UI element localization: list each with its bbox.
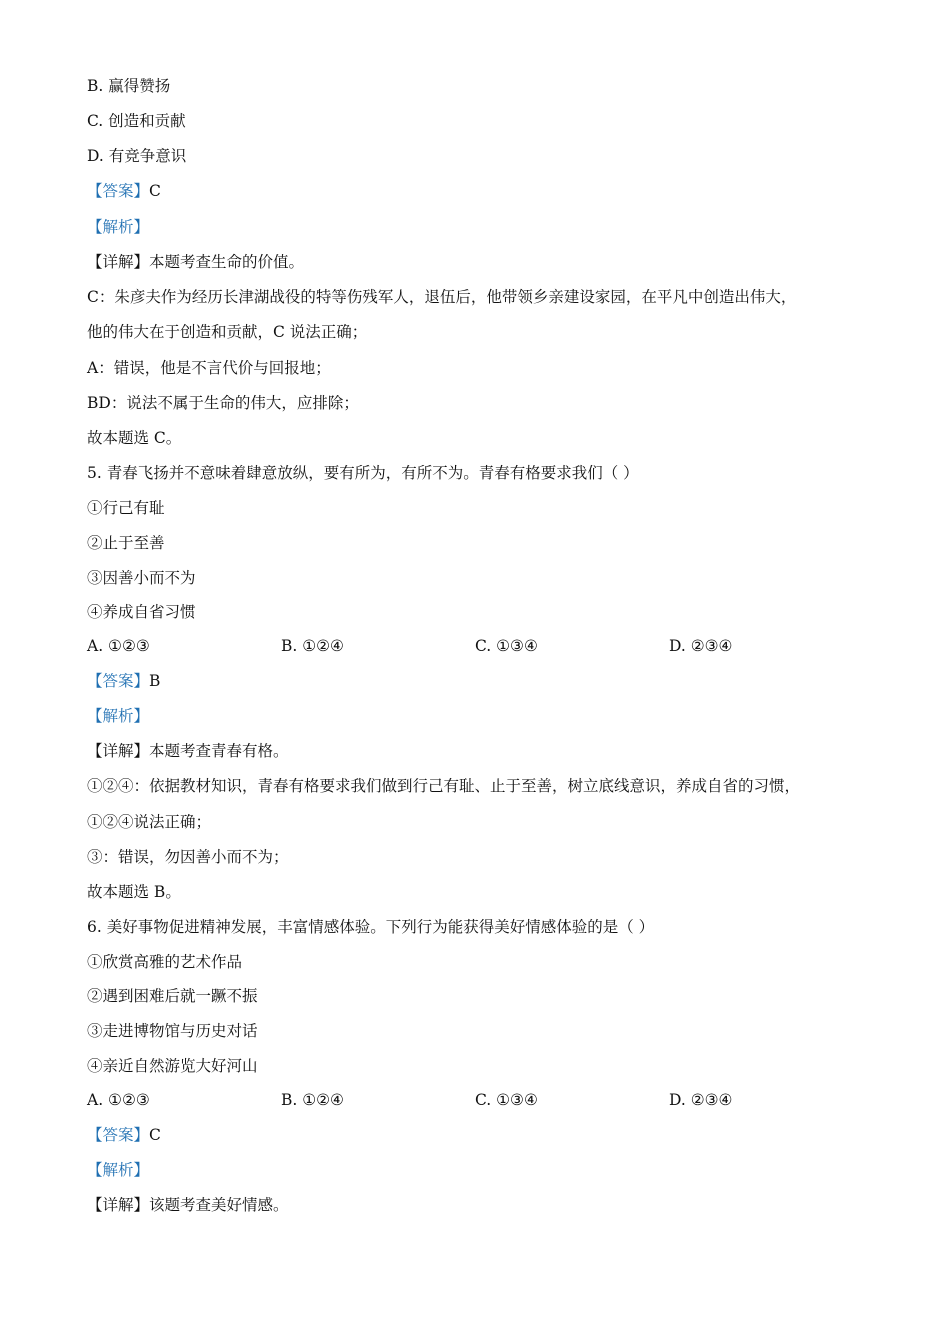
q6-analysis-tag: 【解析】 xyxy=(87,1161,150,1179)
detail-tag: 【详解】 xyxy=(87,253,150,271)
q4-option-d: D. 有竞争意识 xyxy=(87,147,187,165)
q6-choice-c: C. ①③④ xyxy=(475,1091,538,1109)
detail-tag: 【详解】 xyxy=(87,742,150,760)
q4-detail xyxy=(87,252,304,272)
q4-explain-line: A：错误，他是不言代价与回报地； xyxy=(87,359,331,377)
q5-explain-line: 故本题选 B。 xyxy=(87,883,181,901)
q6-answer xyxy=(87,1125,161,1145)
q5-stem: 5. 青春飞扬并不意味着肆意放纵，要有所为，有所不为。青春有格要求我们（ ） xyxy=(87,464,639,482)
q6-stem: 6. 美好事物促进精神发展，丰富情感体验。下列行为能获得美好情感体验的是（ ） xyxy=(87,918,655,936)
q6-choice-b: B. ①②④ xyxy=(281,1091,344,1109)
detail-text: 本题考查生命的价值。 xyxy=(149,253,305,271)
q5-detail xyxy=(87,741,289,761)
q5-answer xyxy=(87,671,160,691)
q4-explain-line: BD：说法不属于生命的伟大，应排除； xyxy=(87,394,359,412)
q5-choice-d: D. ②③④ xyxy=(669,637,733,655)
detail-text: 该题考查美好情感。 xyxy=(149,1196,289,1214)
q6-item: ③走进博物馆与历史对话 xyxy=(87,1022,258,1040)
q4-analysis-tag: 【解析】 xyxy=(87,218,150,236)
q4-answer xyxy=(87,181,161,201)
detail-text: 本题考查青春有格。 xyxy=(149,742,289,760)
q5-item: ②止于至善 xyxy=(87,534,165,552)
q6-item: ②遇到困难后就一蹶不振 xyxy=(87,987,258,1005)
q4-option-b: B. 赢得赞扬 xyxy=(87,77,171,95)
q4-option-c: C. 创造和贡献 xyxy=(87,112,186,130)
q6-choice-d: D. ②③④ xyxy=(669,1091,733,1109)
q5-item: ④养成自省习惯 xyxy=(87,603,196,621)
answer-tag: 【答案】 xyxy=(87,1126,150,1144)
q5-choice-a: A. ①②③ xyxy=(87,637,150,655)
answer-tag: 【答案】 xyxy=(87,672,150,690)
q4-explain-line: C：朱彦夫作为经历长津湖战役的特等伤残军人，退伍后，他带领乡亲建设家园，在平凡中创造出伟大， xyxy=(87,288,797,306)
answer-value: B xyxy=(149,672,161,690)
q6-item: ①欣赏高雅的艺术作品 xyxy=(87,953,243,971)
q5-explain-line: ①②④：依据教材知识，青春有格要求我们做到行己有耻、止于至善，树立底线意识，养成自省的习惯， xyxy=(87,777,801,795)
q5-choice-c: C. ①③④ xyxy=(475,637,538,655)
answer-value: C xyxy=(149,182,161,200)
q4-explain-line: 故本题选 C。 xyxy=(87,429,182,447)
q5-analysis-tag: 【解析】 xyxy=(87,707,150,725)
q4-explain-line: 他的伟大在于创造和贡献，C 说法正确； xyxy=(87,323,368,341)
q5-item: ①行己有耻 xyxy=(87,499,165,517)
answer-tag: 【答案】 xyxy=(87,182,150,200)
q5-choice-b: B. ①②④ xyxy=(281,637,344,655)
detail-tag: 【详解】 xyxy=(87,1196,150,1214)
q6-choice-a: A. ①②③ xyxy=(87,1091,150,1109)
q5-item: ③因善小而不为 xyxy=(87,569,196,587)
q6-detail xyxy=(87,1195,289,1215)
q6-item: ④亲近自然游览大好河山 xyxy=(87,1057,258,1075)
q5-explain-line: ①②④说法正确； xyxy=(87,813,212,831)
answer-value: C xyxy=(149,1126,161,1144)
q5-explain-line: ③：错误，勿因善小而不为； xyxy=(87,848,289,866)
